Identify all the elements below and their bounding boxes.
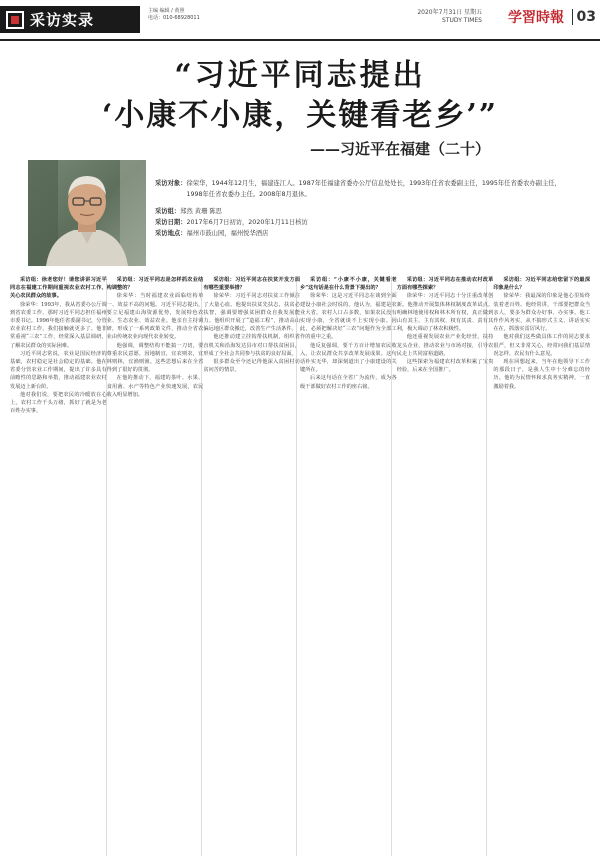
date-text: 2017年6月7日初访，2020年1月11日核访 bbox=[186, 219, 308, 226]
paragraph: 后来这句话在全省广为流传，成为各级干部做好农村工作的座右铭。 bbox=[300, 375, 397, 390]
paragraph: 徐荣华：1993年，我从省委办公厅调到省农委工作，那时习近平同志担任福州市委书记。1996年他任省委副书记，分管农业农村工作，我们接触就更多了。他非常重视“三农”工作，经常深入基层调研，了解农民群众的实际困难。 bbox=[10, 301, 107, 349]
body-column-1 bbox=[10, 276, 107, 856]
paragraph: 徐荣华：习近平同志对扶贫工作倾注了大量心血。他提出扶贫先扶志，扶贫必扶智，强调要增强贫困群众自我发展能力。他组织开展了“造福工程”，推动高山偏远地区群众搬迁，改善生产生活条件。 bbox=[203, 293, 301, 333]
paragraph: 他还推动建立挂钩帮扶机制，组织省直机关和沿海发达县市对口帮扶贫困县，形成了全社会共同参与扶贫的良好局面。 bbox=[203, 334, 301, 357]
issue-date bbox=[417, 9, 482, 25]
bio-text: 徐荣华，1944年12月生，福建连江人。1987年任福建省委办公厅信息处处长，1993年任省农委副主任，1995年任省委农办副主任，1998年任省农委办主任。2008年8月退休。 bbox=[186, 180, 561, 198]
paragraph: 徐荣华：习近平同志十分注重改革创新。他推动开展集体林权制度改革试点，明确林地使用权和林木所有权，真正做到山有其主、主有其权、权有其责、责有其利，极大调动了林农积极性。 bbox=[396, 293, 494, 333]
portrait-illustration bbox=[28, 160, 146, 266]
paragraph: 采访组：徐老您好！请您讲讲习近平同志在福建工作期间重视农业农村工作、关心农民群众的故事。 bbox=[10, 277, 107, 300]
paragraph: 他强调，调整结构不能搞一刀切，要尊重农民意愿，因地制宜，宜农则农，宜林则林，宜渔则渔。这些思想后来在全省得到了很好的贯彻。 bbox=[106, 342, 204, 374]
paragraph: 采访组：习近平同志在推动农村改革方面有哪些探索？ bbox=[396, 277, 494, 292]
article-subtitle: ——习近平在福建（二十） bbox=[309, 140, 490, 158]
paragraph: 徐荣华：当时福建农业面临结构单一、效益不高的问题。习近平同志提出，要立足福建山海资源优势，发展特色农业、生态农业、效益农业。他亲自主持调研，形成了一系列政策文件，推动全省农业由传统农业向现代农业转变。 bbox=[106, 293, 204, 341]
editor-line-2: 电话：010-68928011 bbox=[148, 15, 200, 21]
info-bio bbox=[155, 178, 575, 200]
paragraph: 习近平同志常说，农业是国民经济的基础，农村稳定是社会稳定的基础。他在省委分管农业工作期间，提出了许多具有前瞻性的思路和举措，推动福建农业农村发展迈上新台阶。 bbox=[10, 350, 107, 390]
paragraph: 这些探索为福建农村改革积累了宝贵经验，后来在全国推广。 bbox=[396, 359, 494, 374]
place-text: 福州市鼓山园，福州悦华酒店 bbox=[186, 230, 269, 237]
section-title: 采访实录 bbox=[30, 11, 95, 29]
paragraph: 在他的推动下，福建的茶叶、水果、食用菌、水产等特色产业快速发展，农民收入明显增加。 bbox=[106, 375, 204, 398]
info-place bbox=[155, 228, 575, 239]
article-body bbox=[10, 276, 590, 856]
paragraph: 采访组：习近平同志是怎样抓农业结构调整的？ bbox=[106, 277, 204, 292]
info-date bbox=[155, 217, 575, 228]
body-column-5 bbox=[397, 276, 494, 856]
info-team bbox=[155, 206, 575, 217]
paragraph: 他对我们说，要把农民的冷暖放在心上，农村工作千头万绪，抓好了就是为老百姓办实事。 bbox=[10, 391, 107, 415]
paragraph: 徐荣华：我最深的印象是他心里始终装着老百姓。他经常讲，干部要把群众当亲人，要多为群众办好事、办实事。他工作作风务实，从不搞形式主义，讲话实实在在，抓落实雷厉风行。 bbox=[493, 293, 591, 333]
section-logo-icon bbox=[6, 11, 24, 29]
editor-line-1: 主编 编辑 / 黄照 bbox=[148, 8, 185, 14]
team-label: 采访组： bbox=[155, 208, 181, 215]
paragraph: 他对我们这些做具体工作的同志要求很严，但又非常关心，经常问我们基层情况怎样、农民有什么意见。 bbox=[493, 334, 591, 357]
paragraph: 采访组：习近平同志给您留下的最深印象是什么？ bbox=[493, 277, 591, 292]
body-column-4 bbox=[300, 276, 397, 856]
paragraph: 他还重视发展农业产业化经营，扶持龙头企业，推动农业与市场对接，引导农民走上共同富裕道路。 bbox=[396, 334, 494, 357]
page-header bbox=[0, 0, 600, 40]
header-rule bbox=[0, 39, 600, 41]
article-headline bbox=[0, 58, 600, 134]
section-tab bbox=[0, 6, 140, 33]
page-number: 03 bbox=[572, 9, 596, 25]
issue-date-text: 2020年7月31日 星期五 bbox=[417, 9, 482, 16]
paragraph: 很多群众至今还记得他深入贫困村访贫问苦的情景。 bbox=[203, 359, 301, 374]
headline-line-2: ‘小康不小康，关键看老乡’” bbox=[101, 98, 499, 133]
paper-english-name: STUDY TIMES bbox=[442, 17, 482, 24]
paragraph: 采访组：“小康不小康，关键看老乡”这句话是在什么背景下提出的？ bbox=[300, 277, 397, 292]
team-text: 郑然 黄珊 陈思 bbox=[180, 208, 222, 215]
interviewee-photo bbox=[28, 160, 146, 266]
body-column-6 bbox=[493, 276, 590, 856]
place-label: 采访地点： bbox=[155, 230, 187, 237]
date-label: 采访日期： bbox=[155, 219, 187, 226]
interview-info bbox=[155, 178, 575, 239]
editor-info bbox=[148, 8, 200, 22]
bio-label: 采访对象： bbox=[155, 180, 187, 187]
paper-logo: 学習時報 bbox=[508, 10, 564, 26]
paragraph: 采访组：习近平同志在扶贫开发方面有哪些重要举措？ bbox=[203, 277, 301, 292]
paragraph: 他反复强调，要千方百计增加农民收入，让农民群众共享改革发展成果。这句话朴实无华，却深刻道出了小康建设的关键所在。 bbox=[300, 342, 397, 374]
paragraph: 现在回想起来，当年在他领导下工作的那段日子，是我人生中十分难忘的经历。他的为民情怀和求真务实精神，一直激励着我。 bbox=[493, 359, 591, 390]
headline-line-1: “习近平同志提出 bbox=[174, 58, 426, 93]
body-column-3 bbox=[203, 276, 300, 856]
paragraph: 徐荣华：这是习近平同志在谈到全面建设小康社会时说的。他认为，福建是农业大省，农村人口占多数，如果农民没有实现小康，全省就谈不上实现小康。因此，必须把解决好“三农”问题作为全部工作的重中之重。 bbox=[300, 293, 397, 341]
body-column-2 bbox=[107, 276, 204, 856]
